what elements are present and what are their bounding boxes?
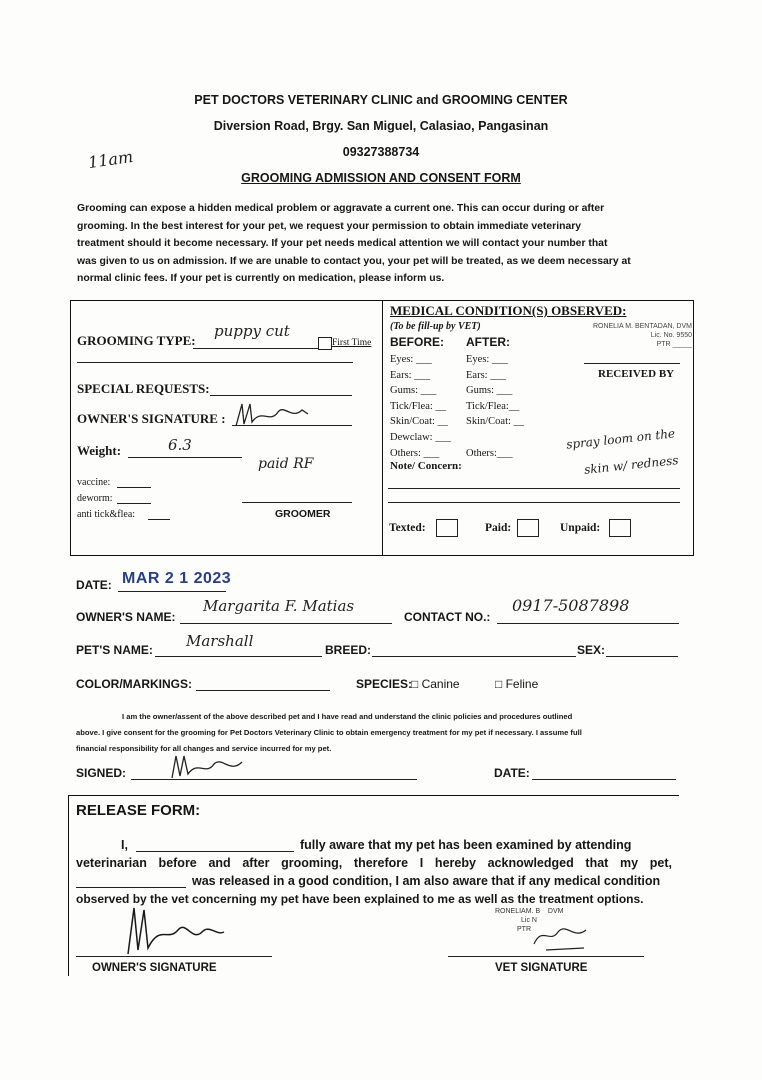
- vet-stamp: [580, 322, 692, 349]
- unpaid-checkbox[interactable]: [609, 519, 631, 537]
- paid-checkbox[interactable]: [517, 519, 539, 537]
- date-label: DATE:: [76, 578, 112, 592]
- clinic-address: Diversion Road, Brgy. San Miguel, Calasiao, Pangasinan: [213, 119, 549, 133]
- grooming-type-label: GROOMING TYPE:: [77, 333, 196, 348]
- weight-label: Weight:: [77, 443, 122, 458]
- release-owner-signature-mark: [118, 902, 228, 958]
- release-line-1: fully aware that my pet has been examined by attending: [300, 838, 632, 852]
- intro-paragraph: [77, 200, 685, 288]
- vaccine-label: vaccine:: [77, 477, 111, 488]
- stamp-line: Lic N: [521, 917, 537, 924]
- pet-name-value[interactable]: Marshall: [186, 632, 254, 650]
- breed-label: BREED:: [325, 643, 372, 657]
- intro-line: was given to us on admission. If we are unable to contact you, your pet will be treated, as we deem necessary at: [77, 255, 631, 267]
- release-line-2: veterinarian before and after grooming, therefore I hereby acknowledged that my pet,: [76, 856, 672, 870]
- pet-name-label: PET'S NAME:: [76, 643, 153, 657]
- deworm-label: deworm:: [77, 493, 113, 504]
- weight-value[interactable]: 6.3: [168, 436, 192, 454]
- intro-line: normal clinic fees. If your pet is currently on medication, please inform us.: [77, 273, 445, 284]
- intro-line: Grooming can expose a hidden medical problem or aggravate a current one. This can occur during or after: [77, 203, 605, 214]
- after-item: [466, 430, 524, 446]
- medical-title: MEDICAL CONDITION(S) OBSERVED:: [390, 303, 627, 318]
- clinic-phone: 09327388734: [342, 145, 420, 159]
- consent-signature-mark: [168, 752, 250, 782]
- release-vet-signature-mark: [528, 914, 598, 954]
- before-item: Tick/Flea: __: [390, 400, 446, 412]
- before-label: BEFORE:: [390, 335, 444, 349]
- before-item: Ears: ___: [390, 369, 430, 381]
- release-vet-signature-label: VET SIGNATURE: [495, 962, 588, 974]
- stamp-line: PTR _____: [656, 341, 692, 348]
- release-line-3: was released in a good condition, I am also aware that if any medical condition: [192, 874, 661, 888]
- contact-value[interactable]: 0917-5087898: [512, 596, 630, 615]
- species-label: SPECIES:: [356, 677, 413, 691]
- antitick-label: anti tick&flea:: [77, 509, 136, 520]
- after-item: Ears: ___: [466, 369, 506, 381]
- release-owner-signature-label: OWNER'S SIGNATURE: [92, 962, 217, 974]
- unpaid-label: Unpaid:: [560, 522, 601, 534]
- before-item: Eyes: ___: [390, 354, 432, 365]
- received-by-label: RECEIVED BY: [598, 368, 675, 380]
- release-title: RELEASE FORM:: [76, 802, 201, 819]
- stamp-line: RONELIA M. BENTADAN, DVM: [592, 323, 692, 330]
- stamp-line: Lic. No. 9550: [650, 332, 692, 339]
- stamp-line: RONELIAM. B: [495, 908, 541, 915]
- special-requests-label: SPECIAL REQUESTS:: [77, 381, 210, 396]
- handwritten-note-1: spray loom on the: [565, 426, 676, 452]
- first-time-checkbox[interactable]: [318, 337, 332, 350]
- texted-label: Texted:: [389, 522, 426, 534]
- date-stamp[interactable]: MAR 2 1 2023: [122, 570, 232, 587]
- after-item: Eyes: ___: [466, 354, 508, 365]
- consent-line: I am the owner/assent of the above described pet and I have read and understand the clinic policies and procedures outlined: [122, 712, 573, 721]
- box-divider: [382, 300, 383, 556]
- paid-label: Paid:: [485, 522, 512, 534]
- owner-name-label: OWNER'S NAME:: [76, 610, 176, 624]
- before-item: Dewclaw: ___: [390, 431, 451, 443]
- contact-label: CONTACT NO.:: [404, 610, 491, 624]
- owner-signature-mark: [232, 398, 312, 430]
- before-item: Skin/Coat: __: [390, 416, 449, 428]
- canine-option[interactable]: □ Canine: [411, 677, 460, 691]
- before-list: [390, 352, 451, 461]
- first-time-label: First Time: [332, 338, 372, 348]
- sex-label: SEX:: [577, 643, 606, 657]
- consent-paragraph: [76, 709, 686, 757]
- before-item: Gums: ___: [390, 385, 437, 397]
- note-label: Note/ Concern:: [390, 460, 462, 472]
- owner-name-value[interactable]: Margarita F. Matias: [203, 597, 355, 615]
- release-i: I,: [121, 838, 128, 852]
- after-item: Others:___: [466, 447, 513, 459]
- after-item: Gums: ___: [466, 385, 513, 397]
- owner-signature-label: OWNER'S SIGNATURE :: [77, 411, 226, 426]
- before-item: Others: ___: [390, 447, 440, 459]
- margin-handwritten-note: 11am: [86, 146, 135, 173]
- feline-option[interactable]: □ Feline: [495, 677, 539, 691]
- after-item: Tick/Flea:__: [466, 400, 520, 412]
- stamp-line: DVM: [547, 908, 564, 915]
- handwritten-note-2: skin w/ redness: [583, 453, 680, 477]
- consent-line: above. I give consent for the grooming for Pet Doctors Veterinary Clinic to obtain emergency treatment for my pet if necessary. I assume full: [76, 728, 582, 737]
- signed-date-label: DATE:: [494, 766, 530, 780]
- stamp-line: PTR: [517, 926, 531, 933]
- after-list: [466, 352, 524, 461]
- color-label: COLOR/MARKINGS:: [76, 677, 192, 691]
- medical-subtitle: (To be fill-up by VET): [390, 321, 481, 332]
- release-line-4: observed by the vet concerning my pet have been explained to me as well as the treatment options.: [76, 892, 644, 906]
- consent-line: financial responsibility for all changes and service incurred for my pet.: [76, 744, 332, 753]
- intro-line: grooming. In the best interest for your pet, we request your permission to obtain immediate veterinary: [77, 220, 582, 232]
- texted-checkbox[interactable]: [436, 519, 458, 537]
- grooming-type-value[interactable]: puppy cut: [214, 322, 290, 340]
- form-title: GROOMING ADMISSION AND CONSENT FORM: [241, 171, 521, 185]
- paid-note: paid RF: [258, 456, 314, 472]
- intro-line: treatment should it become necessary. If your pet needs medical attention we will contact your number that: [77, 238, 608, 249]
- clinic-name: PET DOCTORS VETERINARY CLINIC and GROOMING CENTER: [194, 93, 568, 107]
- signed-label: SIGNED:: [76, 766, 127, 780]
- groomer-label: GROOMER: [275, 508, 331, 520]
- after-item: Skin/Coat: __: [466, 416, 525, 428]
- after-label: AFTER:: [466, 335, 510, 349]
